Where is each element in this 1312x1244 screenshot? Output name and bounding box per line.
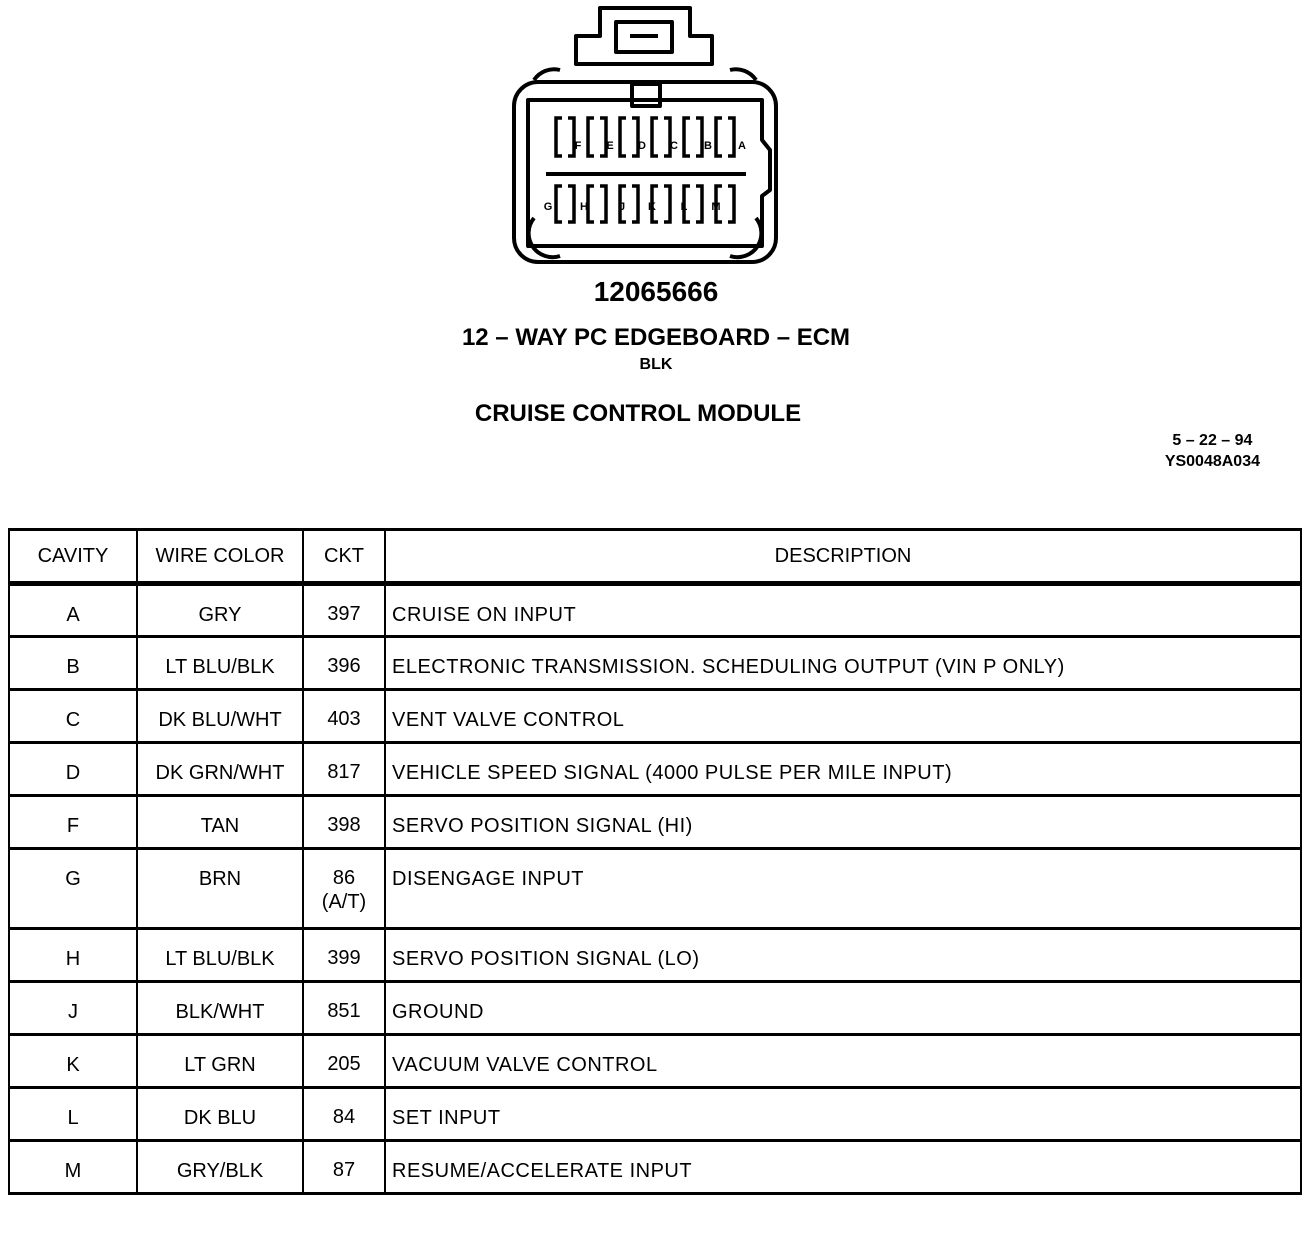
cell-wire-color: DK GRN/WHT	[137, 743, 303, 796]
ckt-number: 205	[327, 1053, 361, 1075]
cell-description: RESUME/ACCELERATE INPUT	[385, 1141, 1301, 1194]
table-row	[9, 1035, 1301, 1088]
cell-ckt	[303, 1141, 385, 1194]
ckt-number: 396	[327, 655, 361, 677]
cell-description: GROUND	[385, 982, 1301, 1035]
cell-description: VACUUM VALVE CONTROL	[385, 1035, 1301, 1088]
cell-description: SERVO POSITION SIGNAL (HI)	[385, 796, 1301, 849]
ckt-note: (A/T)	[321, 891, 367, 913]
table-row	[9, 637, 1301, 690]
connector-color: BLK	[639, 356, 673, 373]
cell-wire-color: LT BLU/BLK	[137, 929, 303, 982]
cell-ckt	[303, 690, 385, 743]
cavity-label: B	[704, 140, 712, 152]
cell-description: CRUISE ON INPUT	[385, 584, 1301, 637]
cavity-label: L	[680, 201, 688, 213]
cavity-label: F	[574, 140, 582, 152]
connector-name: 12 – WAY PC EDGEBOARD – ECM	[461, 324, 851, 351]
cell-cavity: A	[9, 584, 137, 637]
cell-wire-color: DK BLU	[137, 1088, 303, 1141]
cell-cavity: D	[9, 743, 137, 796]
ckt-number: 403	[327, 708, 361, 730]
cell-ckt	[303, 637, 385, 690]
cell-ckt	[303, 1035, 385, 1088]
cavity-label: M	[711, 201, 721, 213]
cell-wire-color: GRY/BLK	[137, 1141, 303, 1194]
cavity-label: J	[618, 201, 626, 213]
cell-wire-color: BRN	[137, 849, 303, 929]
ckt-number: 86	[332, 867, 356, 889]
drawing-date: 5 – 22 – 94	[1172, 432, 1253, 449]
table-header-row	[9, 530, 1301, 584]
cell-description: VEHICLE SPEED SIGNAL (4000 PULSE PER MILE INPUT)	[385, 743, 1301, 796]
cell-wire-color: TAN	[137, 796, 303, 849]
cell-cavity: K	[9, 1035, 137, 1088]
cell-cavity: J	[9, 982, 137, 1035]
table-row	[9, 796, 1301, 849]
cavity-label: C	[670, 140, 678, 152]
ckt-number: 851	[327, 1000, 361, 1022]
table-row	[9, 584, 1301, 637]
ckt-number: 84	[332, 1106, 356, 1128]
cell-description: VENT VALVE CONTROL	[385, 690, 1301, 743]
header-cavity: CAVITY	[9, 530, 137, 584]
header-description: DESCRIPTION	[385, 530, 1301, 584]
cavity-label: G	[543, 201, 553, 213]
table-row	[9, 1088, 1301, 1141]
cell-cavity: M	[9, 1141, 137, 1194]
part-number: 12065666	[593, 276, 719, 307]
cell-wire-color: BLK/WHT	[137, 982, 303, 1035]
cell-cavity: C	[9, 690, 137, 743]
cell-ckt	[303, 982, 385, 1035]
table-row	[9, 690, 1301, 743]
cell-ckt	[303, 849, 385, 929]
pinout-table	[8, 528, 1302, 1195]
cell-ckt	[303, 929, 385, 982]
ckt-number: 87	[332, 1159, 356, 1181]
table-row	[9, 849, 1301, 929]
drawing-id: YS0048A034	[1164, 453, 1260, 470]
cell-ckt	[303, 1088, 385, 1141]
cell-wire-color: LT GRN	[137, 1035, 303, 1088]
cell-ckt	[303, 743, 385, 796]
cavity-label: E	[606, 140, 614, 152]
ckt-number: 398	[327, 814, 361, 836]
cell-cavity: H	[9, 929, 137, 982]
cell-cavity: B	[9, 637, 137, 690]
connector-drawing	[500, 0, 790, 270]
ckt-number: 817	[327, 761, 361, 783]
table-row	[9, 1141, 1301, 1194]
cavity-label: D	[638, 140, 646, 152]
header-ckt: CKT	[303, 530, 385, 584]
cell-ckt	[303, 796, 385, 849]
cell-wire-color: DK BLU/WHT	[137, 690, 303, 743]
ckt-number: 399	[327, 947, 361, 969]
cell-description: DISENGAGE INPUT	[385, 849, 1301, 929]
cell-cavity: L	[9, 1088, 137, 1141]
cavity-label: H	[580, 201, 588, 213]
cavity-label: A	[738, 140, 746, 152]
cell-wire-color: GRY	[137, 584, 303, 637]
cavity-label: K	[648, 201, 656, 213]
ckt-number: 397	[327, 603, 361, 625]
table-row	[9, 743, 1301, 796]
header-wire-color: WIRE COLOR	[137, 530, 303, 584]
module-name: CRUISE CONTROL MODULE	[474, 400, 802, 427]
cell-ckt	[303, 584, 385, 637]
cell-wire-color: LT BLU/BLK	[137, 637, 303, 690]
cell-cavity: F	[9, 796, 137, 849]
cell-description: ELECTRONIC TRANSMISSION. SCHEDULING OUTPUT (VIN P ONLY)	[385, 637, 1301, 690]
drawing-info	[1165, 430, 1260, 472]
cell-description: SET INPUT	[385, 1088, 1301, 1141]
table-row	[9, 929, 1301, 982]
table-row	[9, 982, 1301, 1035]
cell-description: SERVO POSITION SIGNAL (LO)	[385, 929, 1301, 982]
cell-cavity: G	[9, 849, 137, 929]
